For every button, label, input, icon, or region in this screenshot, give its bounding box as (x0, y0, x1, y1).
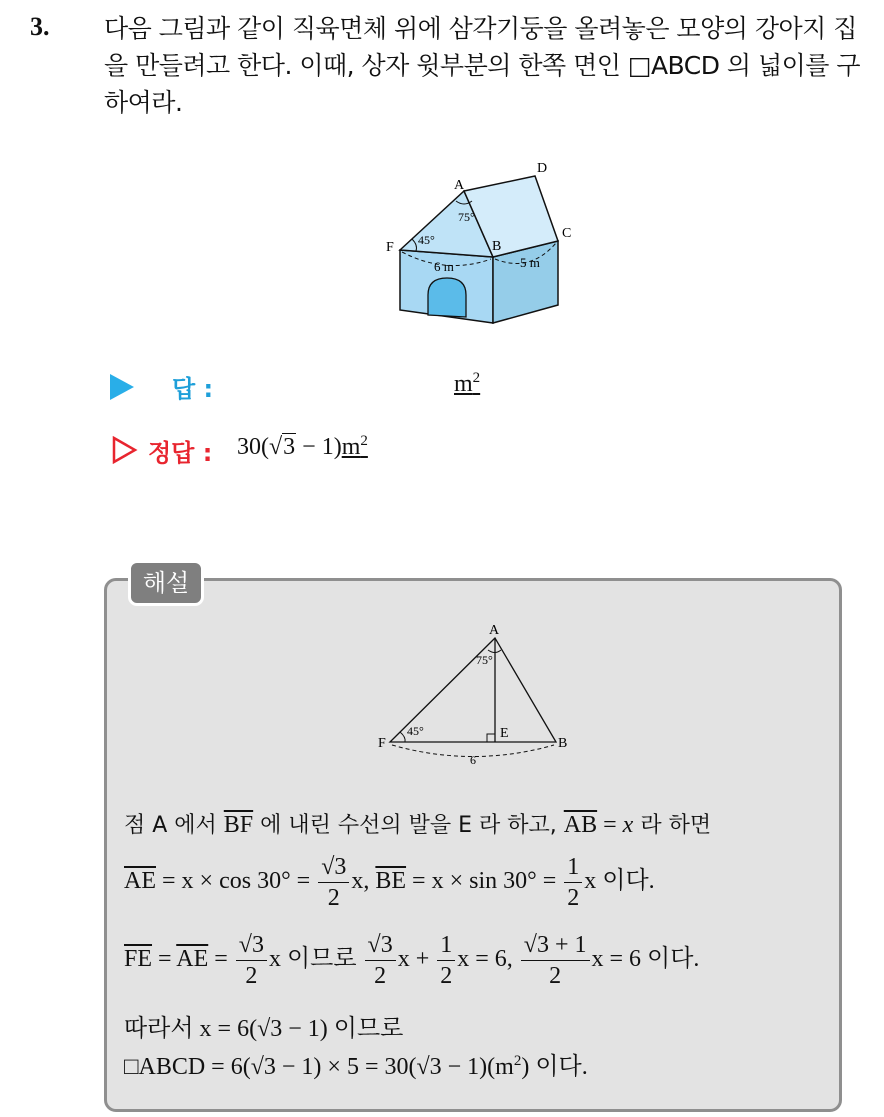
correct-answer-label: 정답 : (148, 439, 213, 467)
label-f: F (386, 240, 394, 255)
question-text: 다음 그림과 같이 직육면체 위에 삼각기둥을 올려놓은 모양의 강아지 집을 만들려고 한다. 이때, 상자 윗부분의 한쪽 면인 □ABCD 의 넓이를 구하여라. (104, 14, 861, 117)
question-number: 3. (30, 12, 50, 41)
solution-tag: 해설 (128, 560, 204, 606)
label-b: B (492, 239, 502, 254)
solution-line-3: $\overline{FE} = \overline{AE}$ = $\frac{√3}{2}$ x 이므로 $\frac{√3}{2}$ x + $\frac{1}{2}$ x = 6, $\frac{√3 + 1}{2}$ x = 6 이다. (124, 932, 700, 989)
right-angle-mark (487, 734, 495, 742)
solution-line-2: $\overline{AE} = x \times \cos 30^\circ$ = $\frac{√3}{2}$ x, $\overline{BE} = x \times \sin 30^\circ$ = $\frac{1}{2}$ x 이다. (124, 854, 655, 911)
label-e: E (500, 726, 509, 741)
len-fb-label: 6 m (434, 259, 454, 274)
correct-answer-row (110, 430, 610, 470)
angle-f-label: 45° (407, 724, 424, 738)
dog-house-figure (380, 155, 580, 330)
label-b: B (558, 736, 568, 751)
answer-label: 답 : (172, 375, 214, 403)
door (428, 278, 466, 317)
label-d: D (537, 161, 548, 176)
answer-triangle-icon (110, 374, 134, 400)
correct-triangle-icon (112, 436, 138, 464)
correct-answer-value: $30(√3 - 1)m^2$ (237, 433, 368, 460)
angle-a-label: 75° (476, 653, 493, 667)
len-label: 6 (470, 753, 476, 767)
angle-f-arc (400, 732, 405, 742)
solution-line-4: 따라서 x = 6(√3 − 1) 이므로 (124, 1016, 404, 1042)
label-a: A (454, 178, 465, 193)
answer-row (110, 368, 610, 404)
label-f: F (378, 736, 386, 751)
solution-line-1: 점 A 에서 $\overline{BF}$ 에 내린 수선의 발을 E 라 하고, $\overline{AB} = x$ 라 하면 (124, 812, 712, 838)
angle-a-label: 75° (458, 210, 475, 224)
answer-unit[interactable]: $m^2$ (454, 370, 481, 397)
label-c: C (562, 226, 572, 241)
solution-triangle-figure (370, 620, 580, 768)
solution-line-5: □ABCD = $6(√3 - 1) \times 5 = 30(√3 - 1)(m^2)$ 이다. (124, 1053, 588, 1080)
angle-f-label: 45° (418, 233, 435, 247)
len-bc-label: 5 m (520, 255, 540, 270)
label-a: A (489, 623, 500, 638)
